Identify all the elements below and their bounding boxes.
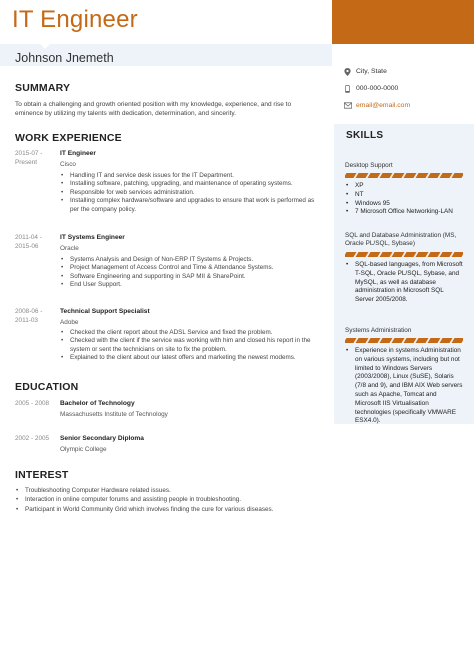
- skill-name: SQL and Database Administration (MS, Oracle PL/SQL, Sybase): [345, 232, 457, 248]
- summary-text: To obtain a challenging and growth oriented position with my knowledge, experience, and rise to eminence by utilizing my talents with dedication, determination, and sincerity.: [15, 101, 292, 118]
- skill-level-segment: [440, 338, 453, 343]
- skill-points: [345, 261, 463, 305]
- skill-level-segment: [368, 252, 381, 257]
- job-company: Cisco: [60, 161, 76, 168]
- job-company: Oracle: [60, 245, 79, 252]
- contact-location-text: City, State: [356, 68, 387, 75]
- edu-degree: Senior Secondary Diploma: [60, 435, 144, 442]
- skill-level-segment: [368, 173, 381, 178]
- skill-name: Desktop Support: [345, 162, 393, 169]
- skill-level-segment: [356, 338, 369, 343]
- job-point: • Project Management of Access Control and Time & Attendance Systems.: [60, 264, 322, 272]
- job-role: Technical Support Specialist: [60, 308, 150, 315]
- skill-level-segment: [345, 252, 357, 257]
- skill-points: [345, 182, 463, 217]
- skill-level-segment: [380, 173, 393, 178]
- skill-level-segment: [392, 173, 405, 178]
- summary-title: SUMMARY: [15, 82, 71, 94]
- skill-point: • Experience in systems Administration on various systems, including but not limited to Windows Servers (2003/2008), Linux (SuSE), Solaris (7/8 and 9), and IBM AIX Web servers such as Apache, Tomcat and Microsoft IIS Virtualisation technologies (specifically VMWARE ESX4.0).: [345, 347, 463, 426]
- job-point: • Systems Analysis and Design of Non-ERP IT Systems & Projects.: [60, 256, 322, 264]
- skill-level-segment: [404, 338, 417, 343]
- email-icon: [344, 102, 351, 109]
- skill-point: • 7 Microsoft Office Networking-LAN: [345, 208, 463, 217]
- skill-point: • SQL-based languages, from Microsoft T-SQL, Oracle PL/SQL, Sybase, and MySQL, as well as database administration in Microsoft SQL Server 2005/2008.: [345, 261, 463, 305]
- skill-points: [345, 347, 463, 426]
- skill-level-segment: [428, 252, 441, 257]
- edu-school: Massachusetts Institute of Technology: [60, 411, 168, 418]
- skill-level-segment: [368, 338, 381, 343]
- skill-level-segment: [416, 252, 429, 257]
- interest-point: • Troubleshooting Computer Hardware related issues.: [15, 486, 325, 495]
- header-accent-block: [332, 0, 474, 44]
- skills-title: SKILLS: [346, 130, 384, 141]
- skill-level-segment: [440, 252, 453, 257]
- job-point: • Handling IT and service desk issues for the IT Department.: [60, 172, 322, 180]
- person-name: Johnson Jnemeth: [15, 51, 114, 65]
- edu-degree: Bachelor of Technology: [60, 400, 135, 407]
- job-role: IT Engineer: [60, 150, 96, 157]
- job-point: • Checked with the client if the service was working with him and closed his report in the system or sent the technicians on site to fix the problem.: [60, 337, 322, 354]
- edu-dates: 2002 - 2005: [15, 435, 50, 442]
- job-point: • Checked the client report about the ADSL Service and fixed the problem.: [60, 329, 322, 337]
- interest-points: [15, 486, 325, 514]
- skill-level-segment: [380, 338, 393, 343]
- skill-level-bar: [345, 252, 463, 257]
- job-role: IT Systems Engineer: [60, 234, 125, 241]
- skill-level-segment: [428, 173, 441, 178]
- skill-level-segment: [404, 173, 417, 178]
- contact-phone: [344, 85, 398, 92]
- skill-level-segment: [356, 252, 369, 257]
- phone-icon: [344, 85, 351, 92]
- job-dates: 2008-06 - 2011-03: [15, 308, 43, 324]
- job-point: • Explained to the client about our latest offers and marketing the newest modems.: [60, 354, 322, 362]
- work-experience-title: WORK EXPERIENCE: [15, 132, 122, 144]
- edu-school: Olympic College: [60, 446, 107, 453]
- skill-level-segment: [345, 338, 357, 343]
- job-points: [60, 172, 322, 214]
- skill-point: • Windows 95: [345, 200, 463, 209]
- skill-name: Systems Administration: [345, 327, 412, 334]
- skill-level-segment: [416, 173, 429, 178]
- contact-email[interactable]: [344, 102, 410, 109]
- skill-level-segment: [428, 338, 441, 343]
- job-point: • Installing software, patching, upgrading, and maintenance of operating systems.: [60, 180, 322, 188]
- job-points: [60, 329, 322, 363]
- location-pin-icon: [344, 68, 351, 75]
- contact-phone-text: 000-000-0000: [356, 85, 399, 92]
- job-point: • End User Support.: [60, 281, 322, 289]
- job-dates: 2011-04 - 2015-06: [15, 234, 42, 250]
- skill-level-segment: [452, 338, 464, 343]
- skill-level-segment: [452, 173, 464, 178]
- education-title: EDUCATION: [15, 381, 79, 393]
- contact-location: [344, 68, 387, 75]
- interest-point: • Participant in World Community Grid which involves finding the cure for various diseases.: [15, 505, 325, 514]
- skill-point: • NT: [345, 191, 463, 200]
- interest-point: • Interaction in online computer forums and assisting people in troubleshooting.: [15, 495, 325, 504]
- skill-level-segment: [380, 252, 393, 257]
- skill-level-segment: [440, 173, 453, 178]
- skill-level-segment: [392, 338, 405, 343]
- job-points: [60, 256, 322, 290]
- job-title: IT Engineer: [12, 6, 138, 33]
- interest-title: INTEREST: [15, 469, 69, 481]
- edu-dates: 2005 - 2008: [15, 400, 50, 407]
- job-dates: 2015-07 - Present: [15, 150, 43, 166]
- name-notch: [40, 44, 50, 49]
- skill-level-segment: [452, 252, 464, 257]
- skill-level-segment: [345, 173, 357, 178]
- job-point: • Software Engineering and supporting in SAP MII & SharePoint.: [60, 273, 322, 281]
- skill-point: • XP: [345, 182, 463, 191]
- skill-level-bar: [345, 173, 463, 178]
- skill-level-segment: [416, 338, 429, 343]
- job-point: • Installing complex hardware/software and upgrades to ensure that work is performed as per the company policy.: [60, 197, 322, 214]
- skill-level-segment: [392, 252, 405, 257]
- job-company: Adobe: [60, 319, 79, 326]
- job-point: • Responsible for web services administration.: [60, 189, 322, 197]
- skill-level-bar: [345, 338, 463, 343]
- skill-level-segment: [356, 173, 369, 178]
- contact-email-link[interactable]: email@email.com: [356, 102, 411, 109]
- skill-level-segment: [404, 252, 417, 257]
